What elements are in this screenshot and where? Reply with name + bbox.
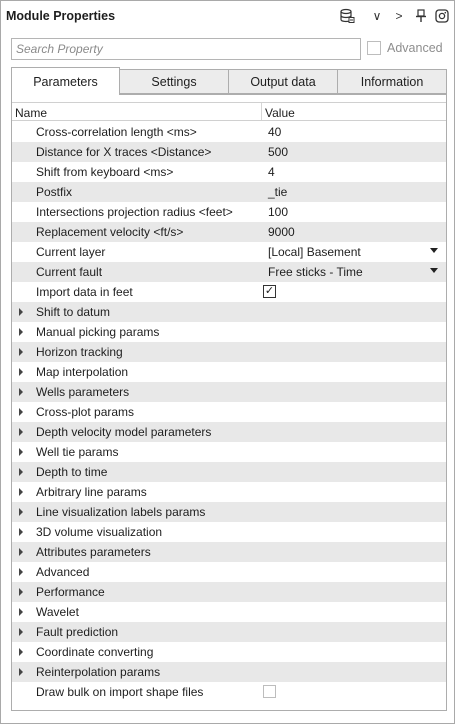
advanced-toggle[interactable] <box>367 41 443 55</box>
property-value[interactable]: 500 <box>268 145 289 159</box>
property-name: Replacement velocity <ft/s> <box>36 225 184 239</box>
table-row[interactable] <box>12 222 446 242</box>
current-layer-select[interactable]: [Local] Basement <box>268 245 361 259</box>
property-name: Current fault <box>36 265 103 279</box>
expand-arrow-icon[interactable] <box>19 568 23 576</box>
table-row[interactable] <box>12 482 446 502</box>
property-value[interactable]: 100 <box>268 205 289 219</box>
expand-arrow-icon[interactable] <box>19 388 23 396</box>
expand-arrow-icon[interactable] <box>19 648 23 656</box>
database-icon[interactable] <box>338 7 356 25</box>
table-row[interactable] <box>12 282 446 302</box>
property-name: Current layer <box>36 245 106 259</box>
expand-arrow-icon[interactable] <box>19 548 23 556</box>
group-name: Depth velocity model parameters <box>36 425 212 439</box>
group-name: Shift to datum <box>36 305 111 319</box>
group-name: Reinterpolation params <box>36 665 161 679</box>
table-row[interactable] <box>12 402 446 422</box>
table-row[interactable] <box>12 582 446 602</box>
expand-arrow-icon[interactable] <box>19 468 23 476</box>
table-row[interactable] <box>12 602 446 622</box>
property-grid <box>11 94 447 711</box>
group-name: Arbitrary line params <box>36 485 147 499</box>
table-row[interactable] <box>12 462 446 482</box>
panel-title: Module Properties <box>6 9 116 23</box>
group-name: Wells parameters <box>36 385 130 399</box>
table-row[interactable] <box>12 242 446 262</box>
group-name: Line visualization labels params <box>36 505 206 519</box>
advanced-label: Advanced <box>387 41 443 55</box>
group-name: Well tie params <box>36 445 119 459</box>
column-header-value[interactable]: Value <box>265 106 295 120</box>
table-row[interactable] <box>12 662 446 682</box>
table-row[interactable] <box>12 522 446 542</box>
tab-settings[interactable]: Settings <box>119 69 229 94</box>
expand-arrow-icon[interactable] <box>19 408 23 416</box>
expand-arrow-icon[interactable] <box>19 588 23 596</box>
expand-arrow-icon[interactable] <box>19 428 23 436</box>
table-row[interactable] <box>12 682 446 702</box>
advanced-checkbox[interactable] <box>367 41 381 55</box>
expand-arrow-icon[interactable] <box>19 488 23 496</box>
expand-arrow-icon[interactable] <box>19 628 23 636</box>
column-separator[interactable] <box>261 103 262 120</box>
table-row[interactable] <box>12 622 446 642</box>
group-name: 3D volume visualization <box>36 525 163 539</box>
table-row[interactable] <box>12 542 446 562</box>
chevron-right-icon[interactable]: > <box>395 9 403 23</box>
dropdown-arrow-icon[interactable] <box>430 248 438 253</box>
table-row[interactable] <box>12 342 446 362</box>
property-value[interactable]: 9000 <box>268 225 295 239</box>
title-bar <box>2 2 454 30</box>
property-name: Intersections projection radius <feet> <box>36 205 233 219</box>
table-row[interactable] <box>12 442 446 462</box>
search-input[interactable] <box>16 42 356 56</box>
import-feet-checkbox[interactable]: ✓ <box>264 285 275 297</box>
table-row[interactable] <box>12 262 446 282</box>
property-name: Draw bulk on import shape files <box>36 685 204 699</box>
table-row[interactable] <box>12 382 446 402</box>
search-property-box[interactable] <box>11 38 361 60</box>
group-name: Fault prediction <box>36 625 119 639</box>
expand-arrow-icon[interactable] <box>19 508 23 516</box>
expand-arrow-icon[interactable] <box>19 528 23 536</box>
group-name: Performance <box>36 585 105 599</box>
draw-bulk-checkbox[interactable] <box>263 685 276 698</box>
group-name: Coordinate converting <box>36 645 154 659</box>
table-row[interactable] <box>12 422 446 442</box>
property-name: Shift from keyboard <ms> <box>36 165 174 179</box>
table-row[interactable] <box>12 162 446 182</box>
column-header-name[interactable]: Name <box>15 106 48 120</box>
grid-header <box>12 102 446 121</box>
table-row[interactable] <box>12 362 446 382</box>
group-name: Manual picking params <box>36 325 160 339</box>
group-name: Horizon tracking <box>36 345 123 359</box>
table-row[interactable] <box>12 142 446 162</box>
group-name: Advanced <box>36 565 90 579</box>
property-value[interactable]: 40 <box>268 125 282 139</box>
group-name: Map interpolation <box>36 365 129 379</box>
table-row[interactable] <box>12 322 446 342</box>
property-name: Import data in feet <box>36 285 133 299</box>
tab-bar <box>11 67 447 94</box>
pin-icon[interactable] <box>412 7 430 25</box>
table-row[interactable] <box>12 302 446 322</box>
group-name: Attributes parameters <box>36 545 151 559</box>
table-row[interactable] <box>12 182 446 202</box>
tab-information[interactable]: Information <box>337 69 447 94</box>
chevron-down-icon[interactable]: ∨ <box>372 9 382 23</box>
group-name: Depth to time <box>36 465 108 479</box>
property-value[interactable]: _tie <box>268 185 288 199</box>
group-name: Cross-plot params <box>36 405 135 419</box>
grid-rows <box>12 122 446 702</box>
expand-arrow-icon[interactable] <box>19 328 23 336</box>
table-row[interactable] <box>12 122 446 142</box>
expand-arrow-icon[interactable] <box>19 668 23 676</box>
table-row[interactable] <box>12 642 446 662</box>
expand-arrow-icon[interactable] <box>19 608 23 616</box>
tab-output-data[interactable]: Output data <box>228 69 338 94</box>
table-row[interactable] <box>12 202 446 222</box>
property-value[interactable]: 4 <box>268 165 275 179</box>
expand-arrow-icon[interactable] <box>19 368 23 376</box>
expand-arrow-icon[interactable] <box>19 448 23 456</box>
expand-arrow-icon[interactable] <box>19 348 23 356</box>
instagram-icon[interactable] <box>433 7 451 25</box>
group-name: Wavelet <box>36 605 79 619</box>
dropdown-arrow-icon[interactable] <box>430 268 438 273</box>
table-row[interactable] <box>12 562 446 582</box>
expand-arrow-icon[interactable] <box>19 308 23 316</box>
property-name: Postfix <box>36 185 73 199</box>
property-name: Distance for X traces <Distance> <box>36 145 212 159</box>
tab-parameters[interactable]: Parameters <box>11 67 120 95</box>
table-row[interactable] <box>12 502 446 522</box>
property-name: Cross-correlation length <ms> <box>36 125 197 139</box>
current-fault-select[interactable]: Free sticks - Time <box>268 265 363 279</box>
